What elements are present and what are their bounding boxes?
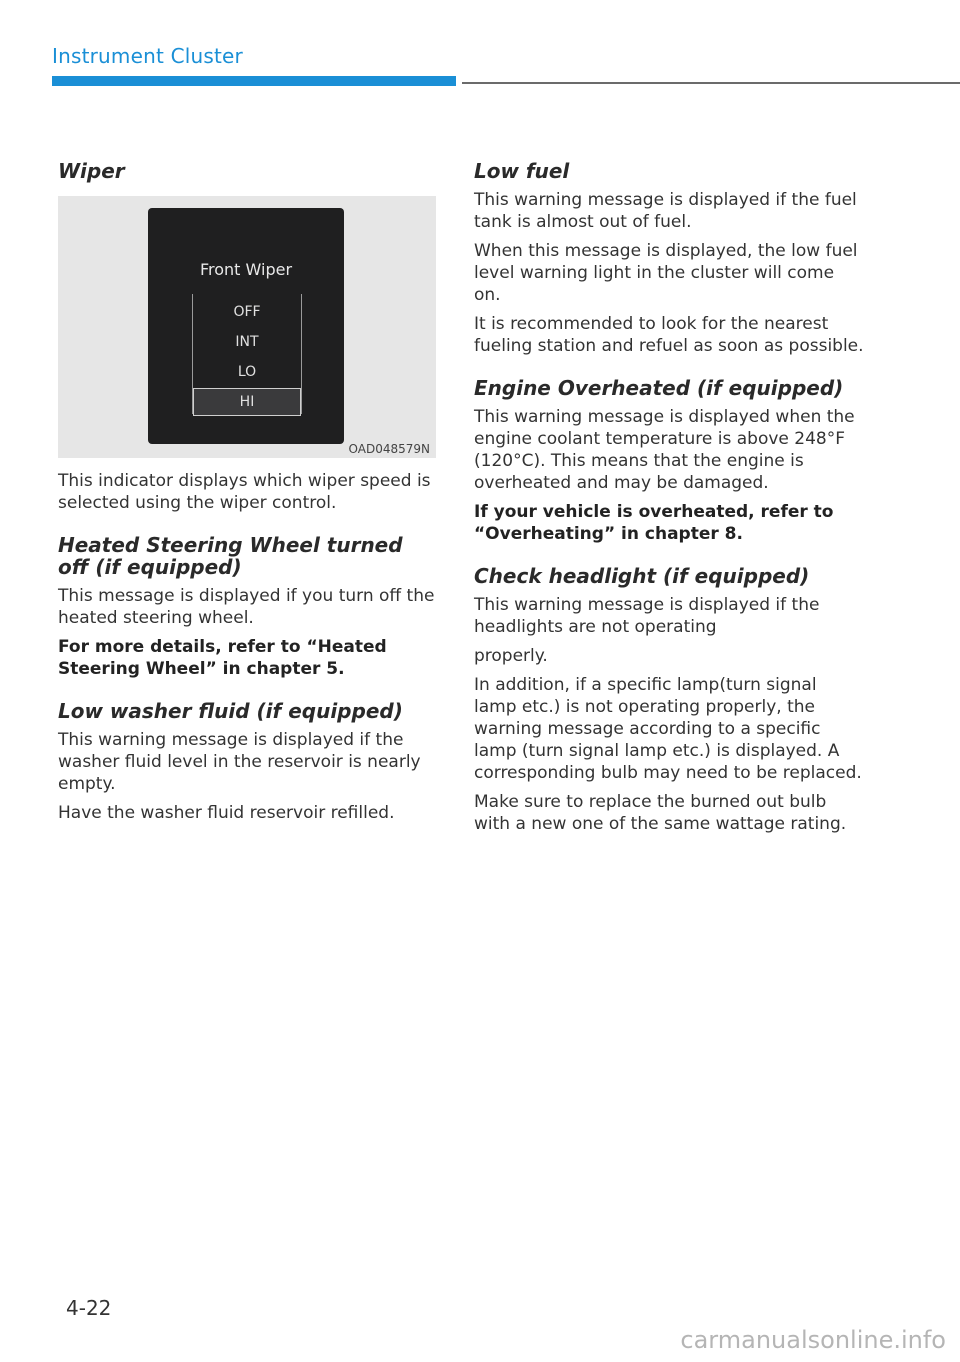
wiper-option-hi-selected: HI [193, 388, 301, 416]
watermark: carmanualsonline.info [680, 1326, 946, 1354]
cluster-display [148, 208, 344, 444]
engine-overheated-text: This warning message is displayed when the engine coolant temperature is above 248°F (120°C). This means that the engine is overheated and may be damaged. [474, 407, 855, 493]
left-column [58, 160, 436, 831]
check-headlight-text-1: This warning message is displayed if the headlights are not operating [474, 595, 820, 637]
washer-description: This warning message is displayed if the washer fluid level in the reservoir is nearly empty. [58, 730, 421, 794]
display-title: Front Wiper [199, 260, 293, 279]
wiper-heading: Wiper [58, 159, 125, 183]
heated-wheel-reference: For more details, refer to “Heated Steering Wheel” in chapter 5. [58, 637, 387, 679]
heated-wheel-description: This message is displayed if you turn off the heated steering wheel. [58, 586, 435, 628]
wiper-option-off: OFF [233, 304, 261, 320]
washer-instruction: Have the washer fluid reservoir refilled. [58, 803, 395, 823]
header-accent-bar [52, 76, 456, 86]
right-column [474, 160, 864, 842]
engine-overheated-heading: Engine Overheated (if equipped) [474, 376, 844, 400]
wiper-option-int: INT [235, 334, 259, 350]
wiper-figure [58, 196, 436, 458]
engine-overheated-reference: If your vehicle is overheated, refer to “Overheating” in chapter 8. [474, 502, 834, 544]
wiper-menu [192, 294, 302, 414]
low-fuel-text-3: It is recommended to look for the nearest fueling station and refuel as soon as possible. [474, 314, 864, 356]
header-rule [462, 82, 960, 84]
section-title: Instrument Cluster [52, 44, 243, 68]
low-fuel-text-2: When this message is displayed, the low fuel level warning light in the cluster will come on. [474, 241, 858, 305]
check-headlight-heading: Check headlight (if equipped) [474, 564, 810, 588]
figure-code: OAD048579N [348, 442, 430, 456]
heated-wheel-heading: Heated Steering Wheel turned off (if equipped) [58, 533, 403, 579]
low-fuel-text-1: This warning message is displayed if the fuel tank is almost out of fuel. [474, 190, 857, 232]
page-number: 4-22 [66, 1296, 112, 1320]
check-headlight-text-3: In addition, if a specific lamp(turn signal lamp etc.) is not operating properly, the warning message according to a specific lamp (turn signal lamp etc.) is displayed. A corresponding bulb may need to be replaced. [474, 675, 862, 783]
low-fuel-heading: Low fuel [474, 159, 570, 183]
wiper-option-lo: LO [237, 364, 257, 380]
wiper-description: This indicator displays which wiper speed is selected using the wiper control. [58, 471, 431, 513]
washer-heading: Low washer fluid (if equipped) [58, 699, 403, 723]
check-headlight-text-4: Make sure to replace the burned out bulb with a new one of the same wattage rating. [474, 792, 847, 834]
check-headlight-text-2: properly. [474, 646, 548, 666]
